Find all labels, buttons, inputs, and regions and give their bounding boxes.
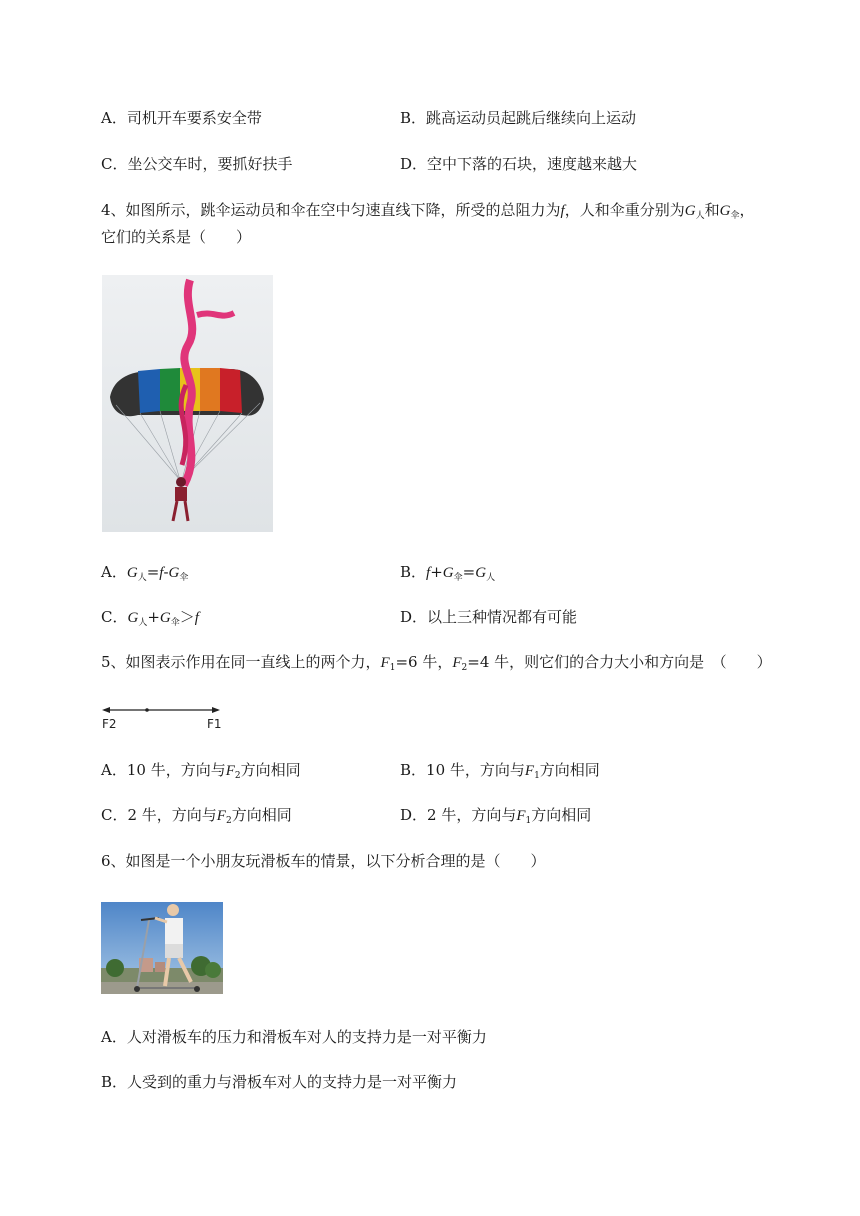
q5-option-d: D．2 牛，方向与$F_1$方向相同	[400, 806, 592, 826]
q4-stem-line1: 4、如图所示，跳伞运动员和伞在空中匀速直线下降，所受的总阻力为f，人和伞重分别为$G_人$和$G_伞$，	[101, 201, 755, 221]
parachute-photo	[102, 275, 273, 532]
q3-option-a: A．司机开车要系安全带	[101, 109, 262, 127]
q5-stem: 5、如图表示作用在同一直线上的两个力，$F_1=6$ 牛，$F_2=4$ 牛，则它们的合力大小和方向是 （ ）	[101, 653, 772, 673]
arrow-right-icon	[212, 707, 220, 713]
scooter-photo	[101, 902, 223, 994]
force-origin-point	[145, 708, 149, 712]
q4-option-c: C．$G_人+G_伞>f$	[101, 608, 199, 628]
q5-option-b: B．10 牛，方向与$F_1$方向相同	[400, 761, 600, 781]
q6-option-a: A．人对滑板车的压力和滑板车对人的支持力是一对平衡力	[101, 1028, 487, 1046]
q4-option-d: D．以上三种情况都有可能	[400, 608, 578, 626]
q4-stem-line2: 它们的关系是（ ）	[101, 228, 252, 246]
q3-option-d: D．空中下落的石块，速度越来越大	[400, 155, 638, 173]
q5-option-a: A．10 牛，方向与$F_2$方向相同	[101, 761, 301, 781]
q3-option-b: B．跳高运动员起跳后继续向上运动	[400, 109, 637, 127]
label-f1: F1	[207, 717, 222, 731]
label-f2: F2	[102, 717, 117, 731]
q4-option-b: B．$f+G_伞=G_人$	[400, 563, 496, 583]
q5-option-c: C．2 牛，方向与$F_2$方向相同	[101, 806, 292, 826]
q6-stem: 6、如图是一个小朋友玩滑板车的情景，以下分析合理的是（ ）	[101, 852, 546, 870]
force-diagram	[100, 700, 230, 734]
q3-option-c: C．坐公交车时，要抓好扶手	[101, 155, 293, 173]
q4-option-a: A．$G_人=f-G_伞$	[101, 563, 189, 583]
arrow-left-icon	[102, 707, 110, 713]
force-diagram-svg	[100, 700, 230, 734]
q6-option-b: B．人受到的重力与滑板车对人的支持力是一对平衡力	[101, 1073, 458, 1091]
